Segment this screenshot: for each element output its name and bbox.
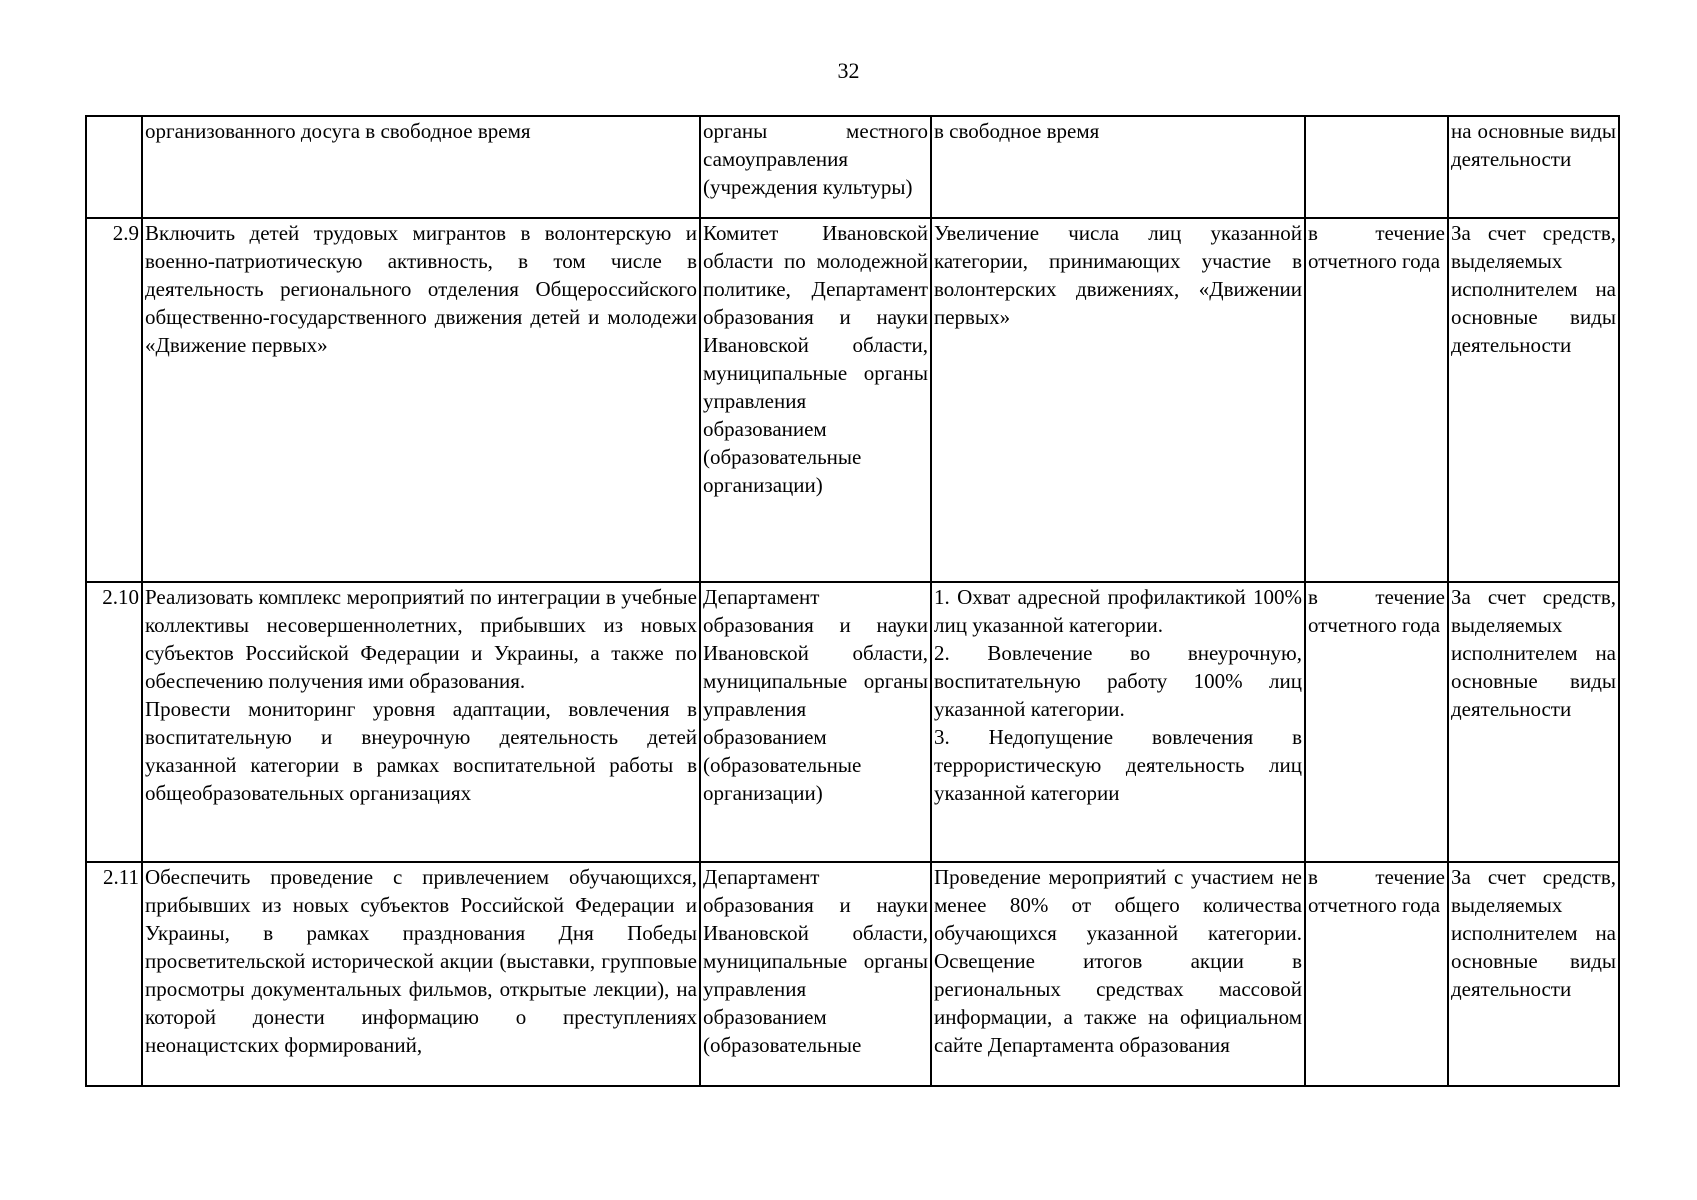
- table-row: [86, 862, 1619, 1086]
- action-paragraph: Включить детей трудовых мигрантов в волонтерскую и военно-патриотическую активность, в том числе в деятельность регионального отделения Общероссийского общественно-государственного движения детей и молодежи «Движение первых»: [145, 221, 697, 357]
- row-number: 2.9: [86, 218, 142, 582]
- funding-cell: За счет средств, выделяемых исполнителем на основные виды деятельности: [1448, 862, 1619, 1086]
- action-cell: [142, 582, 700, 862]
- action-plan-table: [85, 115, 1620, 1087]
- row-number: 2.11: [86, 862, 142, 1086]
- executors-cell: Департамент образования и науки Ивановской области, муниципальные органы управления образованием (образовательные: [700, 862, 931, 1086]
- funding-cell: За счет средств, выделяемых исполнителем на основные виды деятельности: [1448, 218, 1619, 582]
- result-paragraph: Увеличение числа лиц указанной категории, принимающих участие в волонтерских движениях, «Движении первых»: [934, 221, 1302, 329]
- term-cell: в течение отчетного года: [1305, 582, 1448, 862]
- term-cell: в течение отчетного года: [1305, 218, 1448, 582]
- result-paragraph: 2. Вовлечение во внеурочную, воспитательную работу 100% лиц указанной категории.: [934, 641, 1302, 721]
- action-cell: [142, 218, 700, 582]
- result-cell: [931, 218, 1305, 582]
- result-paragraph: Проведение мероприятий с участием не менее 80% от общего количества обучающихся указанной категории. Освещение итогов акции в региональных средствах массовой информации, а также на официальном сайте Департамента образования: [934, 865, 1302, 1057]
- table-row: [86, 116, 1619, 218]
- row-number: [86, 116, 142, 218]
- executors-cell: органы местного самоуправления (учреждения культуры): [700, 116, 931, 218]
- executors-cell: Комитет Ивановской области по молодежной политике, Департамент образования и науки Ивановской области, муниципальные органы управления образованием (образовательные организации): [700, 218, 931, 582]
- table-row: [86, 218, 1619, 582]
- result-paragraph: 3. Недопущение вовлечения в террористическую деятельность лиц указанной категории: [934, 725, 1302, 805]
- result-paragraph: в свободное время: [934, 119, 1100, 143]
- action-cell: [142, 116, 700, 218]
- funding-cell: на основные виды деятельности: [1448, 116, 1619, 218]
- term-cell: в течение отчетного года: [1305, 862, 1448, 1086]
- executors-cell: Департамент образования и науки Ивановской области, муниципальные органы управления образованием (образовательные организации): [700, 582, 931, 862]
- action-cell: [142, 862, 700, 1086]
- action-paragraph: Провести мониторинг уровня адаптации, вовлечения в воспитательную и внеурочную деятельность детей указанной категории в рамках воспитательной работы в общеобразовательных организациях: [145, 697, 697, 805]
- funding-cell: За счет средств, выделяемых исполнителем на основные виды деятельности: [1448, 582, 1619, 862]
- result-cell: [931, 582, 1305, 862]
- term-cell: [1305, 116, 1448, 218]
- page-number: 32: [837, 58, 860, 83]
- action-paragraph: Реализовать комплекс мероприятий по интеграции в учебные коллективы несовершеннолетних, прибывших из новых субъектов Российской Федерации и Украины, а также по обеспечению получения ими образования.: [145, 585, 697, 693]
- result-paragraph: 1. Охват адресной профилактикой 100% лиц указанной категории.: [934, 585, 1302, 637]
- row-number: 2.10: [86, 582, 142, 862]
- action-paragraph: Обеспечить проведение с привлечением обучающихся, прибывших из новых субъектов Российской Федерации и Украины, в рамках празднования Дня Победы просветительской исторической акции (выставки, групповые просмотры документальных фильмов, открытые лекции), на которой донести информацию о преступлениях неонацистских формирований,: [145, 865, 697, 1057]
- result-cell: [931, 116, 1305, 218]
- action-paragraph: организованного досуга в свободное время: [145, 119, 531, 143]
- result-cell: [931, 862, 1305, 1086]
- table-row: [86, 582, 1619, 862]
